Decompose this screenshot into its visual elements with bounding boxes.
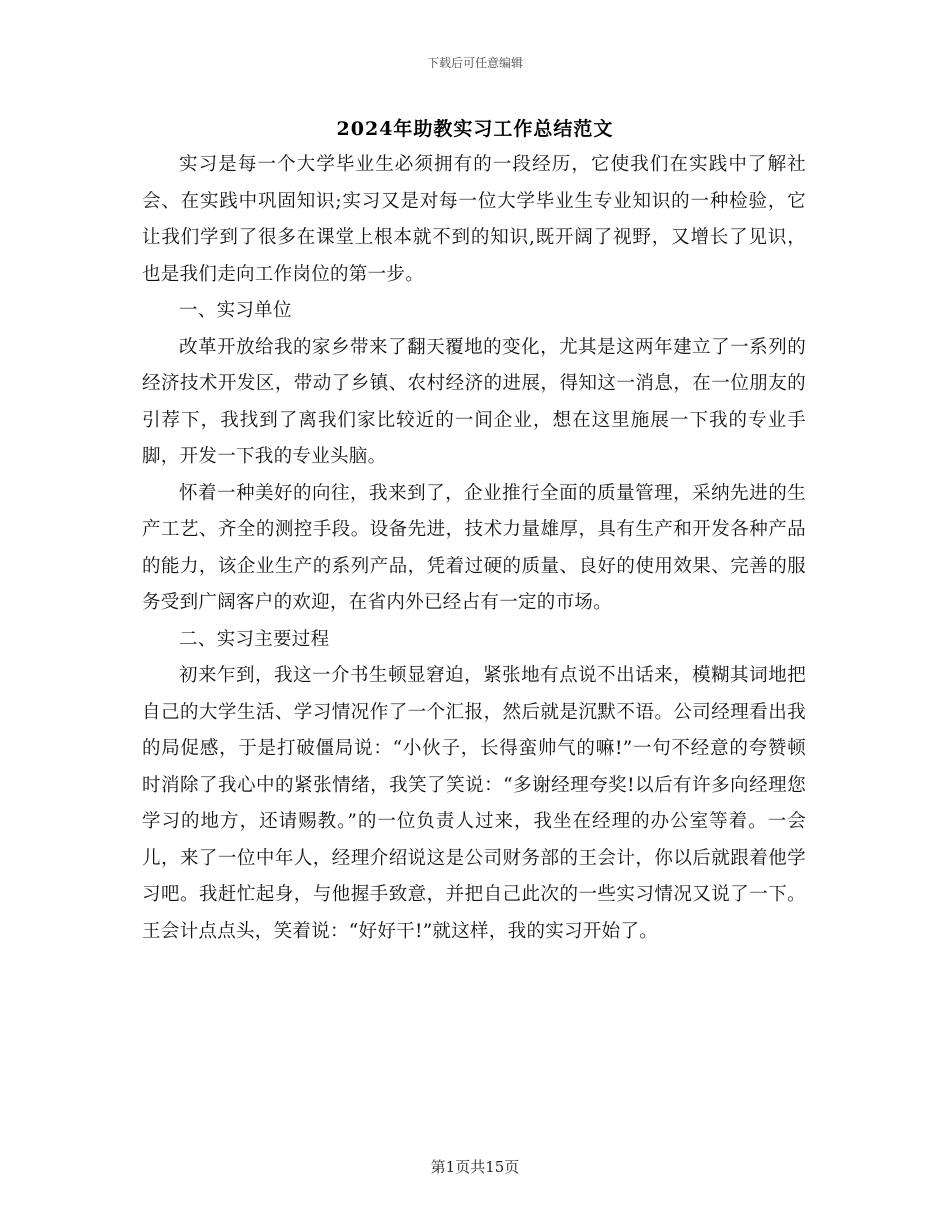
page-number-footer: 第1页共15页 bbox=[430, 1158, 520, 1176]
document-body bbox=[142, 147, 806, 950]
paragraph-hometown-change: 改革开放给我的家乡带来了翻天覆地的变化，尤其是这两年建立了一系列的经济技术开发区，带动了乡镇、农村经济的进展，得知这一消息，在一位朋友的引荐下，我找到了离我们家比较近的一间企业，想在这里施展一下我的专业手脚，开发一下我的专业头脑。 bbox=[142, 336, 806, 467]
section-heading-internship-process: 二、实习主要过程 bbox=[179, 628, 330, 650]
intro-paragraph: 实习是每一个大学毕业生必须拥有的一段经历，它使我们在实践中了解社会、在实践中巩固知识;实习又是对每一位大学毕业生专业知识的一种检验，它让我们学到了很多在课堂上根本就不到的知识,既开阔了视野，又增长了见识，也是我们走向工作岗位的第一步。 bbox=[142, 154, 806, 285]
document-title: 2024年助教实习工作总结范文 bbox=[336, 118, 614, 140]
page-header-note: 下载后可任意编辑 bbox=[426, 56, 523, 70]
section-heading-internship-unit: 一、实习单位 bbox=[179, 300, 292, 321]
paragraph-first-day: 初来乍到，我这一介书生顿显窘迫，紧张地有点说不出话来，模糊其词地把自己的大学生活、学习情况作了一个汇报，然后就是沉默不语。公司经理看出我的局促感，于是打破僵局说：“小伙子，长得蛮帅气的嘛!”一句不经意的夸赞顿时消除了我心中的紧张情绪，我笑了笑说：“多谢经理夸奖!以后有许多向经理您学习的地方，还请赐教。”的一位负责人过来，我坐在经理的办公室等着。一会儿，来了一位中年人，经理介绍说这是公司财务部的王会计，你以后就跟着他学习吧。我赶忙起身，与他握手致意，并把自己此次的一些实习情况又说了一下。王会计点点头，笑着说：“好好干!”就这样，我的实习开始了。 bbox=[142, 665, 806, 942]
paragraph-company-description: 怀着一种美好的向往，我来到了，企业推行全面的质量管理，采纳先进的生产工艺、齐全的测控手段。设备先进，技术力量雄厚，具有生产和开发各种产品的能力，该企业生产的系列产品，凭着过硬的质量、良好的使用效果、完善的服务受到广阔客户的欢迎，在省内外已经占有一定的市场。 bbox=[142, 482, 806, 613]
